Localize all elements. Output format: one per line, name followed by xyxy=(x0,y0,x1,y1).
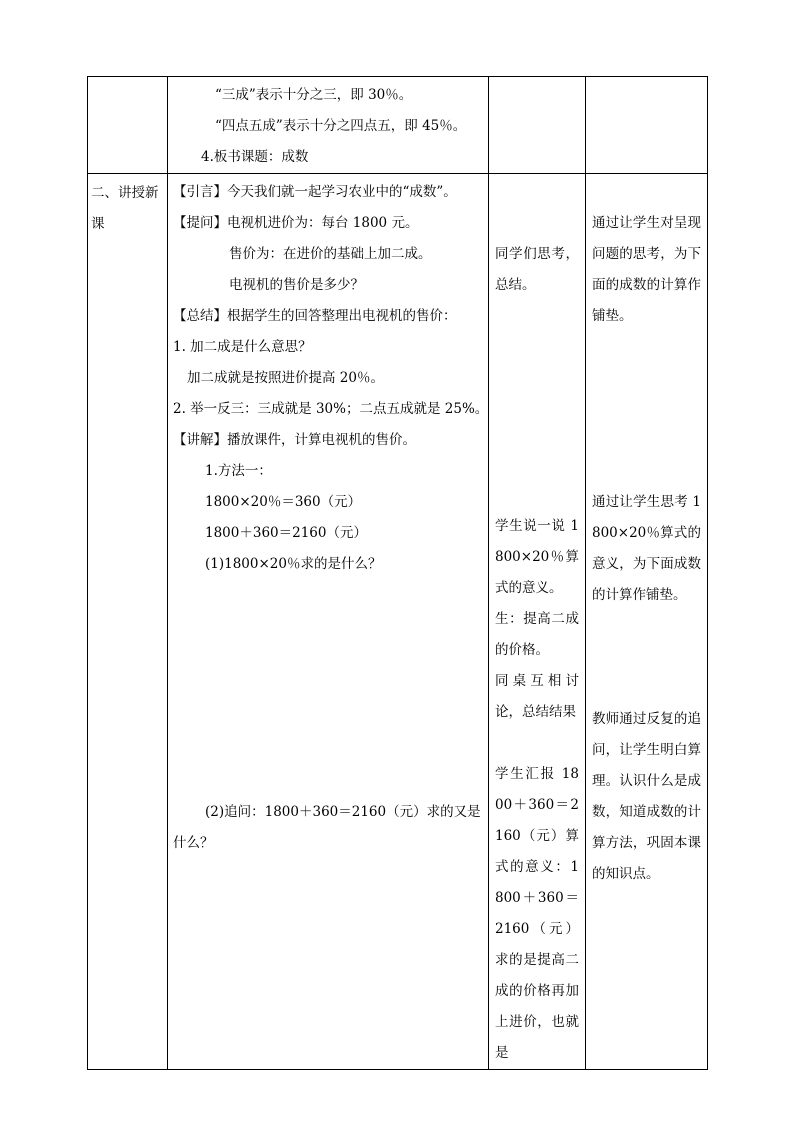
text-line: (1)1800×20％求的是什么？ xyxy=(205,556,382,572)
stage-cell xyxy=(88,174,168,1070)
text-line: “三成”表示十分之三，即 30％。 xyxy=(215,87,413,103)
spacer xyxy=(173,580,484,797)
spacer xyxy=(495,728,579,759)
stage-label: 二、讲授新课 xyxy=(91,185,159,232)
content-cell xyxy=(168,174,489,1070)
text-line: 电视机的售价是多少？ xyxy=(229,277,364,293)
lesson-plan-table xyxy=(87,76,708,1070)
student-activity-cell xyxy=(489,77,586,174)
intro-line: 【引言】今天我们就一起学习农业中的“成数”。 xyxy=(173,184,457,200)
summary-line: 【总结】根据学生的回答整理出电视机的售价： xyxy=(173,308,457,324)
spacer xyxy=(592,611,701,704)
text-line: 4.板书课题：成数 xyxy=(201,149,309,165)
note-text: 通过让学生对呈现问题的思考，为下面的成数的计算作铺垫。 xyxy=(592,215,701,324)
student-text: 同桌互相讨论，总结结果 xyxy=(495,673,579,720)
text-line: (2)追问：1800＋360＝2160（元）求的又是什么？ xyxy=(173,804,481,851)
student-text: 同学们思考，总结。 xyxy=(495,246,579,293)
student-text: 学生说一说 1800×20％算式的意义。 xyxy=(495,518,579,596)
question-line: 【提问】电视机进价为：每台 1800 元。 xyxy=(173,215,419,231)
content-cell xyxy=(168,77,489,174)
text-line: 2. 举一反三：三成就是 30%；二点五成就是 25%。 xyxy=(173,401,489,417)
equation-line: 1800×20％＝360（元） xyxy=(205,494,362,510)
table-row xyxy=(88,174,708,1070)
stage-cell xyxy=(88,77,168,174)
design-intent-cell xyxy=(586,174,708,1070)
student-activity-cell xyxy=(489,174,586,1070)
table-row xyxy=(88,77,708,174)
spacer xyxy=(592,177,701,208)
explain-line: 【讲解】播放课件，计算电视机的售价。 xyxy=(173,432,416,448)
text-line: 1. 加二成是什么意思？ xyxy=(173,339,312,355)
equation-line: 1800＋360＝2160（元） xyxy=(205,525,367,541)
note-text: 教师通过反复的追问，让学生明白算理。认识什么是成数，知道成数的计算方法，巩固本课的知识点。 xyxy=(592,711,701,882)
spacer xyxy=(495,177,579,239)
student-text: 生：提高二成的价格。 xyxy=(495,611,579,658)
note-text: 通过让学生思考 1800×20％算式的意义，为下面成数的计算作铺垫。 xyxy=(592,494,701,603)
design-intent-cell xyxy=(586,77,708,174)
student-text: 学生汇报 1800＋360＝2160（元）算式的意义：1800＋360＝2160（元）求的是提高二成的价格再加上进价，也就是 xyxy=(495,766,579,1061)
text-line: 加二成就是按照进价提高 20％。 xyxy=(187,370,384,386)
text-line: 1.方法一： xyxy=(205,463,272,479)
text-line: 售价为：在进价的基础上加二成。 xyxy=(229,246,432,262)
text-line: “四点五成”表示十分之四点五，即 45％。 xyxy=(215,118,467,134)
spacer xyxy=(592,332,701,487)
spacer xyxy=(495,301,579,511)
